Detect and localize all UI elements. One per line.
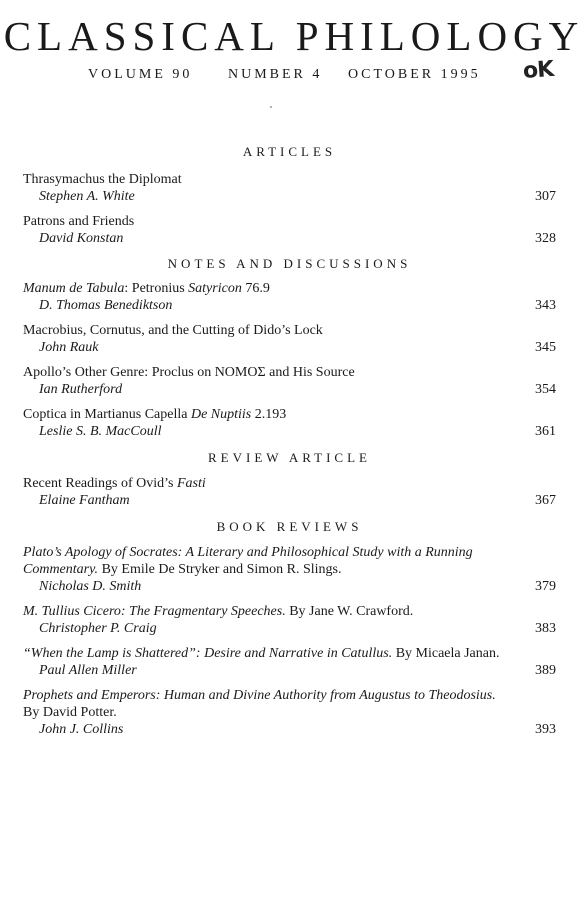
entry-page: 379 — [535, 579, 556, 594]
entry-page: 343 — [535, 298, 556, 313]
entry-title: Coptica in Martianus Capella De Nuptiis 2.193 — [23, 407, 287, 422]
toc-entry[interactable] — [23, 544, 556, 595]
entry-author: Christopher P. Craig — [39, 621, 157, 636]
toc-entry[interactable] — [23, 603, 556, 637]
entry-author: D. Thomas Benediktson — [39, 298, 173, 313]
entry-page: 389 — [535, 663, 556, 678]
toc-entry[interactable] — [23, 475, 556, 509]
toc-entry[interactable] — [23, 213, 556, 247]
issue-line — [88, 66, 481, 84]
entry-title: Manum de Tabula: Petronius Satyricon 76.9 — [23, 281, 270, 296]
toc-entry[interactable] — [23, 322, 556, 356]
entry-page: 345 — [535, 340, 556, 355]
entry-page: 367 — [535, 493, 556, 508]
entry-author: John J. Collins — [39, 722, 124, 737]
speck — [270, 106, 272, 108]
toc-entry[interactable] — [23, 687, 556, 738]
date-label: OCTOBER 1995 — [348, 67, 481, 82]
toc-entry[interactable] — [23, 364, 556, 398]
section-heading-notes: NOTES AND DISCUSSIONS — [167, 256, 412, 271]
entry-page: 307 — [535, 189, 556, 204]
entry-page: 393 — [535, 722, 556, 737]
entry-title: Thrasymachus the Diplomat — [23, 172, 182, 187]
entry-author: Nicholas D. Smith — [39, 579, 142, 594]
section-heading-review-article: REVIEW ARTICLE — [208, 450, 371, 465]
entry-author: Stephen A. White — [39, 189, 135, 204]
handwritten-ok-mark: oK — [522, 56, 555, 85]
entry-page: 361 — [535, 424, 556, 439]
entry-title: Apollo’s Other Genre: Proclus on ΝΟΜΟΣ and His Source — [23, 365, 355, 380]
entry-title-line1: Prophets and Emperors: Human and Divine Authority from Augustus to Theodosius. — [23, 688, 496, 703]
entry-page: 328 — [535, 231, 556, 246]
entry-page: 354 — [535, 382, 556, 397]
entry-title-line2: Commentary. By Emile De Stryker and Simon R. Slings. — [23, 562, 342, 577]
section-heading-articles: ARTICLES — [242, 144, 337, 159]
entry-title: “When the Lamp is Shattered”: Desire and Narrative in Catullus. By Micaela Janan. — [23, 646, 500, 661]
entry-author: John Rauk — [39, 340, 99, 355]
toc-entry[interactable] — [23, 645, 556, 679]
toc-entry[interactable] — [23, 171, 556, 205]
section-heading-book-reviews: BOOK REVIEWS — [216, 519, 363, 534]
entry-author: Paul Allen Miller — [39, 663, 137, 678]
entry-author: Leslie S. B. MacCoull — [39, 424, 162, 439]
entry-title-line2: By David Potter. — [23, 705, 117, 720]
volume-label: VOLUME 90 — [88, 67, 193, 82]
entry-title: Recent Readings of Ovid’s Fasti — [23, 476, 206, 491]
entry-author: David Konstan — [39, 231, 124, 246]
toc-entry[interactable] — [23, 406, 556, 440]
entry-title: Patrons and Friends — [23, 214, 135, 229]
entry-title: M. Tullius Cicero: The Fragmentary Speeches. By Jane W. Crawford. — [23, 604, 414, 619]
entry-title-line1: Plato’s Apology of Socrates: A Literary and Philosophical Study with a Running — [23, 545, 473, 560]
table-of-contents — [23, 143, 556, 738]
entry-author: Elaine Fantham — [39, 493, 130, 508]
number-label: NUMBER 4 — [228, 67, 323, 82]
entry-title: Macrobius, Cornutus, and the Cutting of Dido’s Lock — [23, 323, 323, 338]
entry-author: Ian Rutherford — [39, 382, 123, 397]
entry-page: 383 — [535, 621, 556, 636]
toc-entry[interactable] — [23, 280, 556, 314]
journal-title: CLASSICAL PHILOLOGY — [3, 13, 585, 59]
